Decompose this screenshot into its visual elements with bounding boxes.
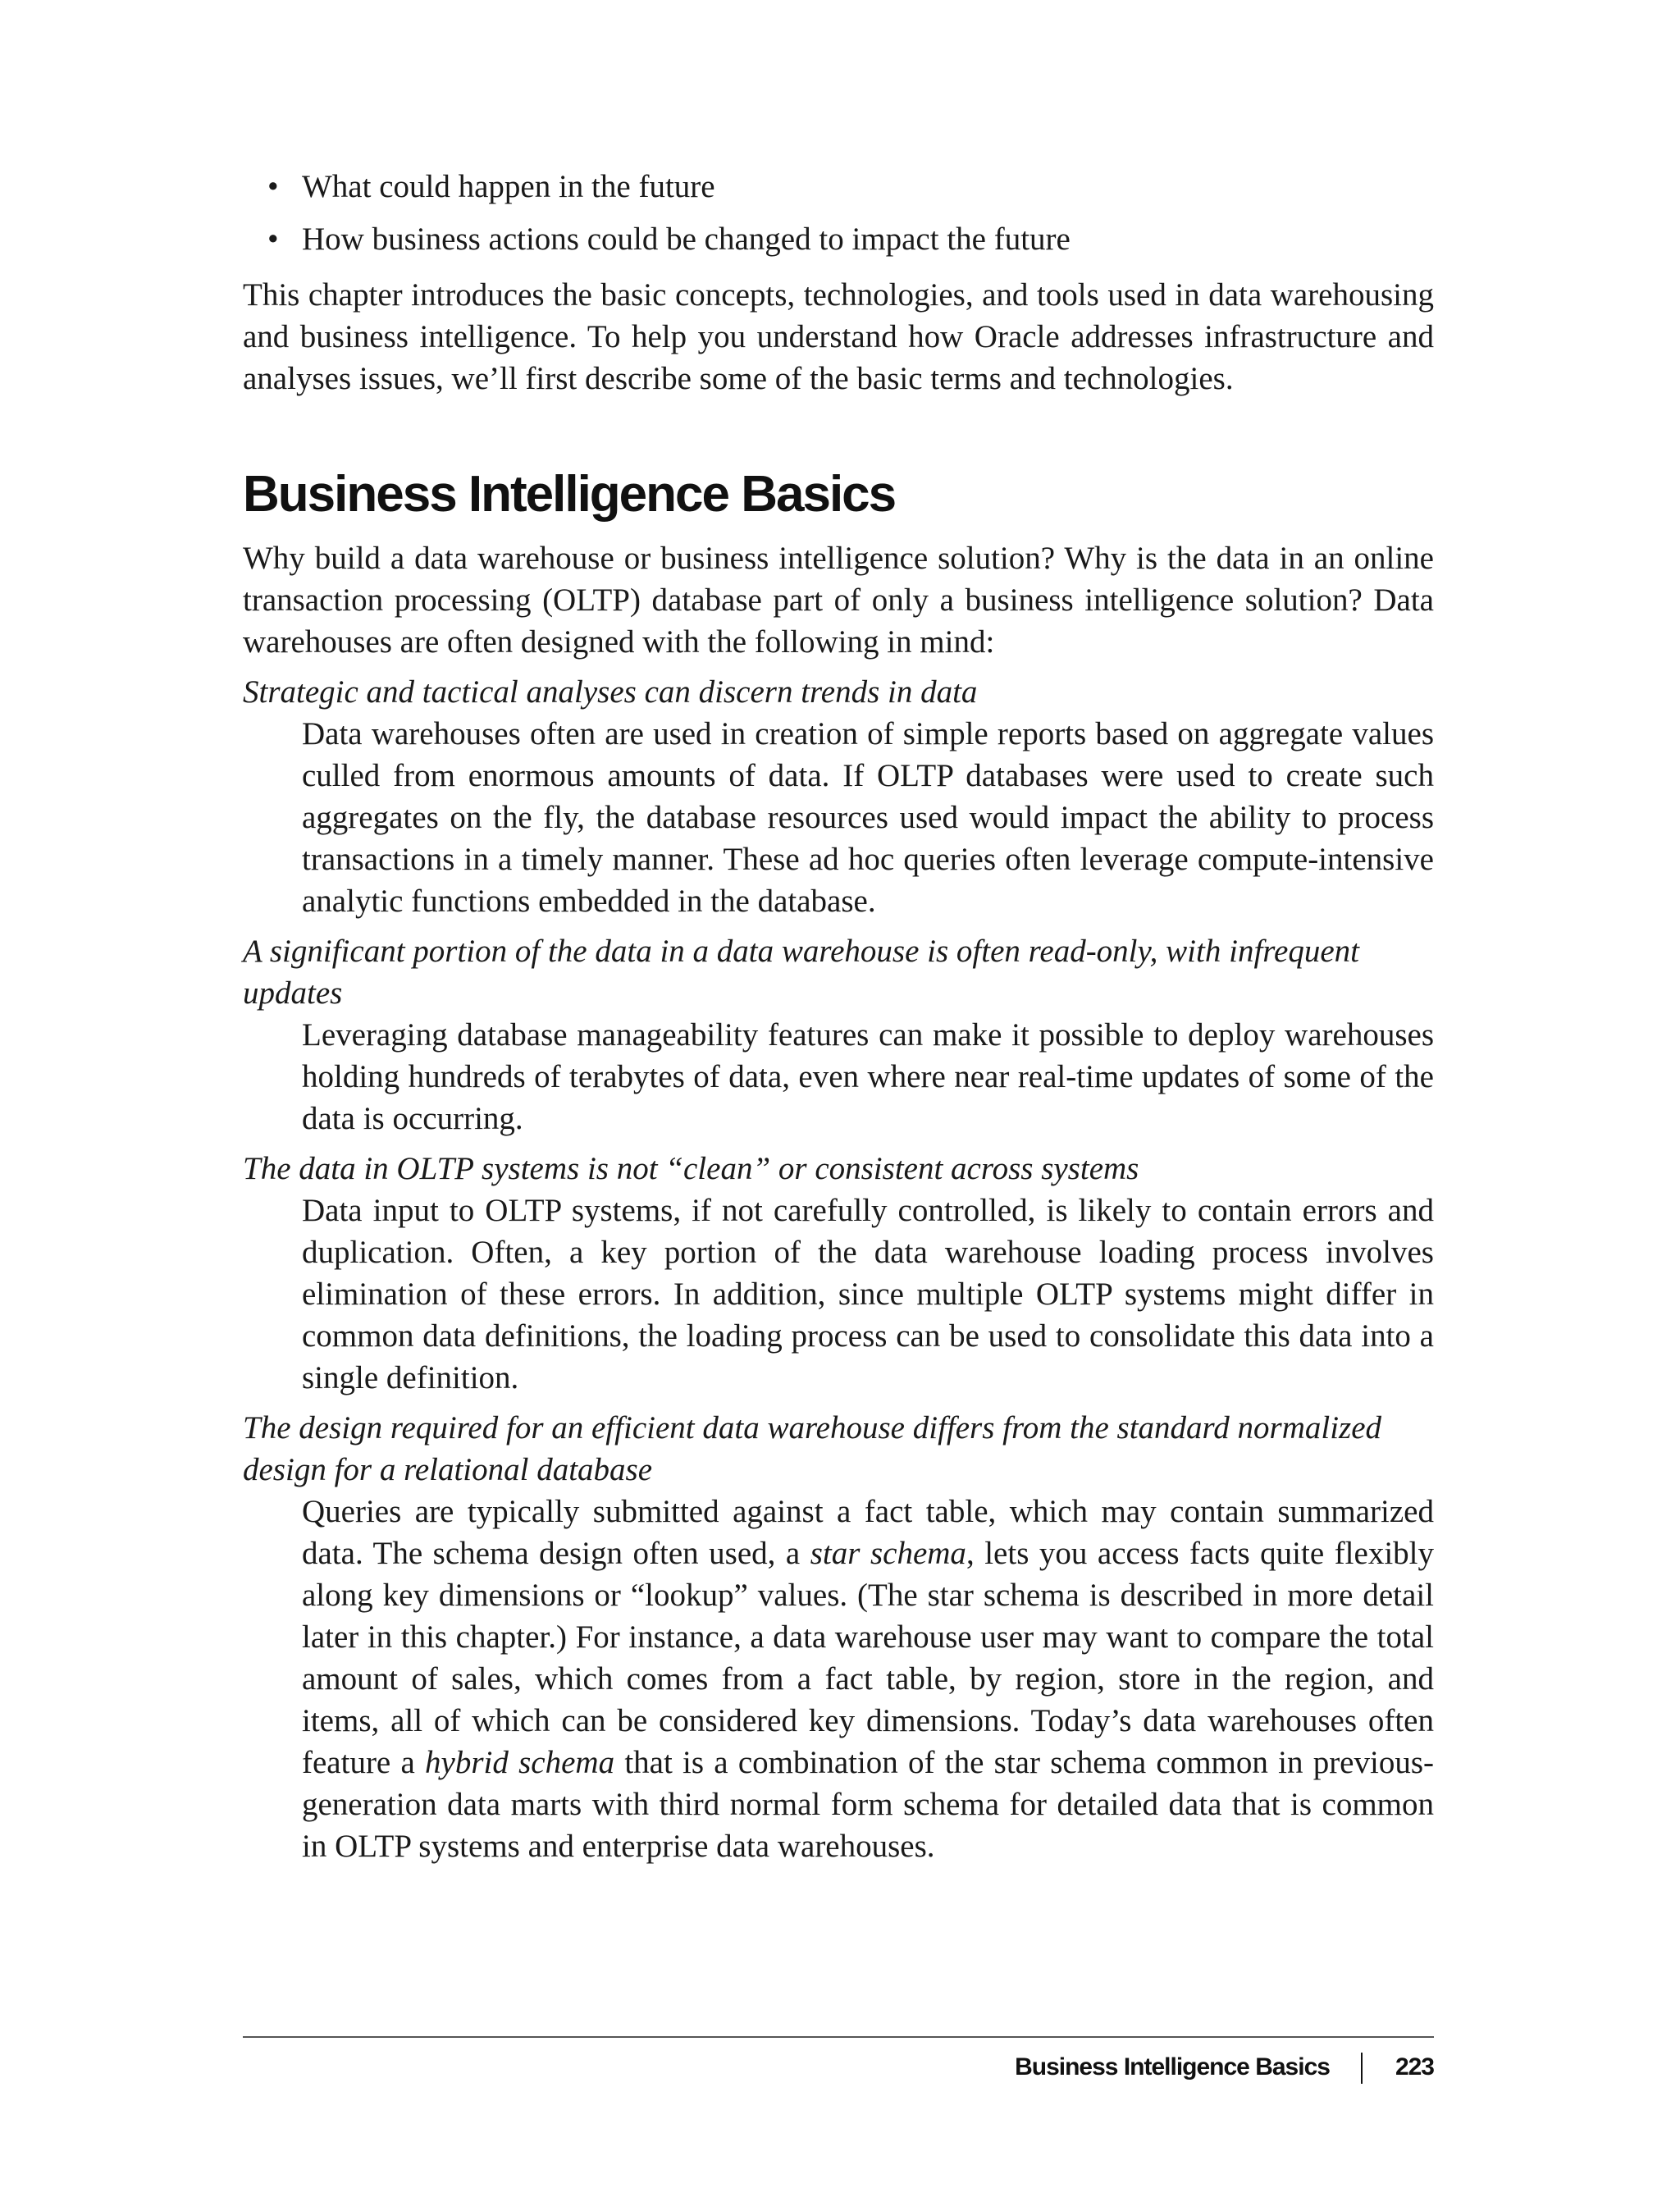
definition-term: Strategic and tactical analyses can discern trends in data [243,674,978,710]
emphasized-term: hybrid schema [425,1745,615,1780]
definition-term: The data in OLTP systems is not “clean” or consistent across systems [243,1151,1139,1186]
bullet-text: How business actions could be changed to impact the future [302,222,1071,257]
definition-text: Data warehouses often are used in creation of simple reports based on aggregate values culled from enormous amounts of data. If OLTP databases were used to create such aggregates on the fly, the database resources used would impact the ability to process transactions in a timely manner. These ad hoc queries often leverage compute-intensive analytic functions embedded in the database. [302,716,1434,919]
definition-text-segment: Queries are typically submitted against a fact table, which may contain summarized data. The schema design often used, a [302,1494,1434,1571]
bullet-icon: • [267,222,279,257]
definition-text-segment: , lets you access facts quite flexibly along key dimensions or “lookup” values. (The star schema is described in more detail later in this chapter.) For instance, a data warehouse user may want to compare the total amount of sales, which comes from a fact table, by region, store in the region, and items, all of which can be considered key dimensions. Today’s data warehouses often feature a [302,1536,1434,1780]
page-footer [243,2051,1434,2084]
bullet-item [243,161,1434,213]
definition-term: The design required for an efficient data warehouse differs from the standard normalized design for a relational database [243,1410,1382,1487]
section-intro-paragraph: Why build a data warehouse or business intelligence solution? Why is the data in an online transaction processing (OLTP) database part of only a business intelligence solution? Data warehouses are often designed with the following in mind: [243,541,1434,660]
footer-divider [243,2036,1434,2038]
emphasized-term: star schema [810,1536,966,1571]
page-number: 223 [1395,2053,1434,2080]
section-heading: Business Intelligence Basics [243,466,896,523]
definition-list [243,671,1434,1867]
page-content [243,161,1434,1867]
bullet-icon: • [267,169,279,204]
definition-term: A significant portion of the data in a data warehouse is often read-only, with infrequent updates [243,934,1359,1011]
definition-text: Data input to OLTP systems, if not carefully controlled, is likely to contain errors and duplication. Often, a key portion of the data warehouse loading process involves elimination of these errors. In addition, since multiple OLTP systems might differ in common data definitions, the loading process can be used to consolidate this data into a single definition. [302,1193,1434,1395]
definition-text: Leveraging database manageability features can make it possible to deploy warehouses holding hundreds of terabytes of data, even where near real-time updates of some of the data is occurring. [302,1017,1434,1136]
bullet-item [243,213,1434,266]
chapter-intro-paragraph: This chapter introduces the basic concepts, technologies, and tools used in data warehousing and business intelligence. To help you understand how Oracle addresses infrastructure and analyses issues, we’ll first describe some of the basic terms and technologies. [243,277,1434,396]
definition-text [302,1491,1434,1867]
bullet-text: What could happen in the future [302,169,715,204]
footer-separator [1361,2053,1363,2084]
running-title: Business Intelligence Basics [1015,2053,1330,2080]
definition-text-segment: that is a combination of the star schema common in previous-generation data marts with third normal form schema for detailed data that is common in OLTP systems and enterprise data warehouses. [302,1745,1434,1864]
bullet-list [243,161,1434,266]
